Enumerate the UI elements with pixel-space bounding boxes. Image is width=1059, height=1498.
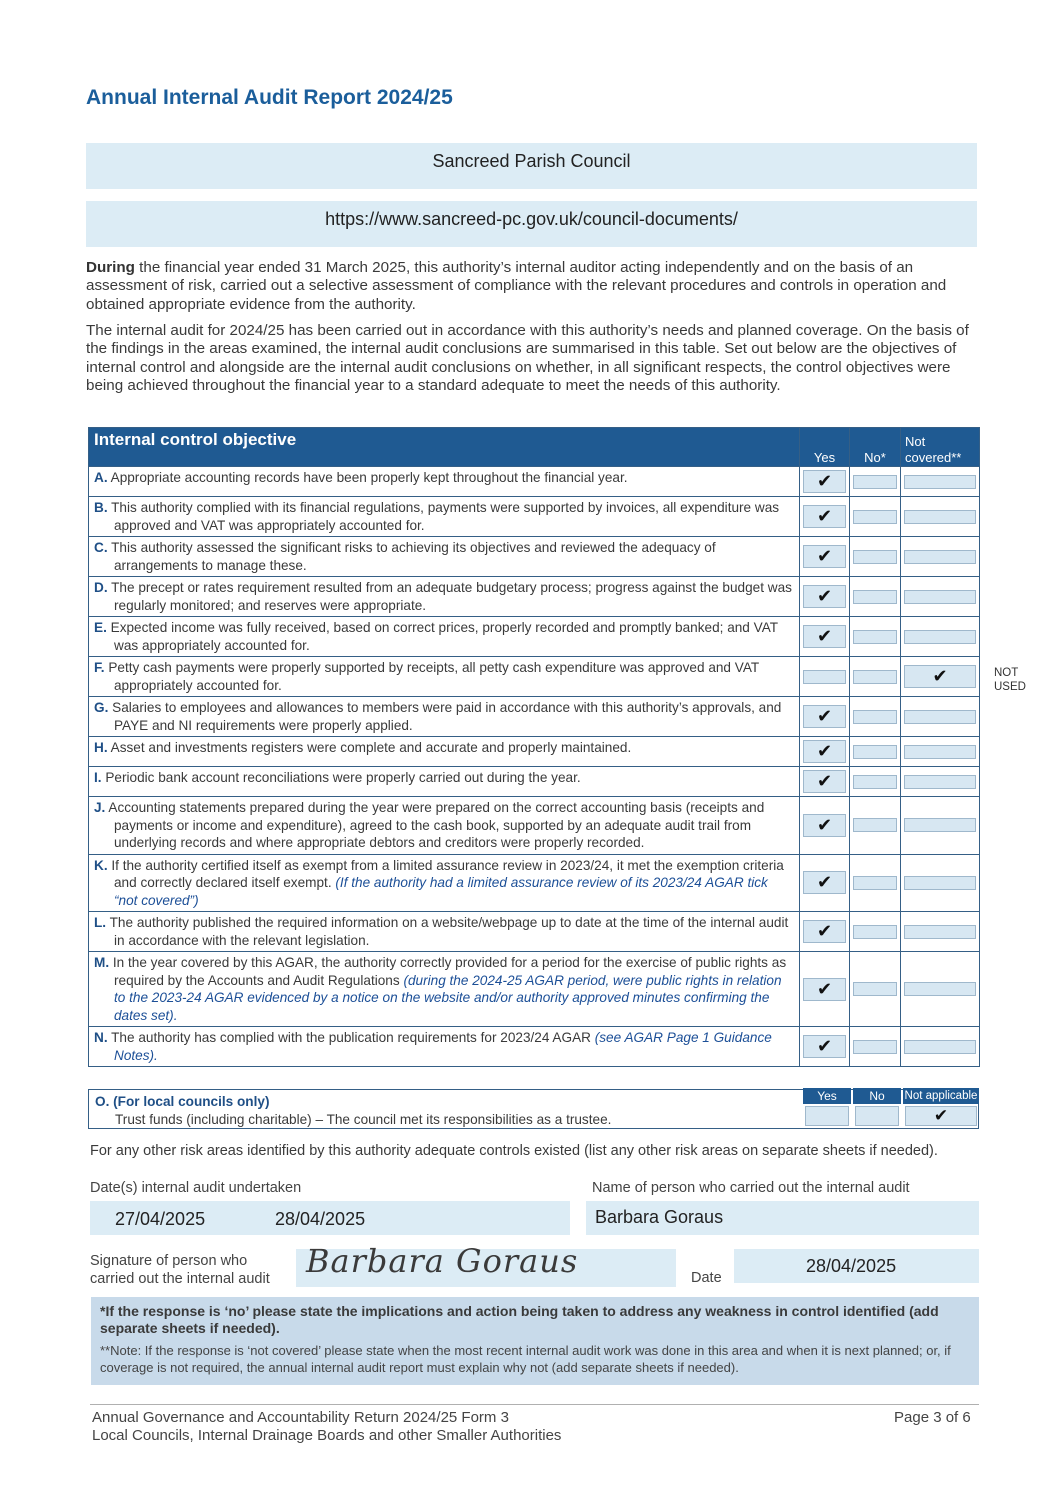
control-letter: K.	[94, 857, 108, 873]
response-box	[853, 590, 897, 604]
response-box	[904, 710, 976, 724]
control-letter: F.	[94, 660, 105, 675]
tick-icon: ✔	[816, 706, 833, 726]
control-letter: I.	[94, 770, 102, 785]
control-objective	[89, 1027, 800, 1067]
response-box	[904, 745, 976, 759]
response-box	[803, 670, 846, 684]
control-note: (see AGAR Page 1 Guidance Notes).	[114, 1030, 772, 1063]
tick-icon: ✔	[816, 471, 833, 491]
control-letter: N.	[94, 1030, 108, 1045]
not-used-note: NOT USED	[994, 667, 1026, 693]
signature: Barbara Goraus	[306, 1242, 579, 1280]
control-text: In the year covered by this AGAR, the authority correctly provided for a period for the exercise of public rights as required by the Accounts and Audit Regulations	[112, 955, 787, 988]
control-text: Appropriate accounting records have been properly kept throughout the financial year.	[110, 470, 628, 485]
response-cell-yes[interactable]	[800, 767, 850, 797]
response-box	[853, 1040, 897, 1054]
control-note: (If the authority had a limited assurance review of its 2023/24 AGAR tick “not covered”)	[114, 875, 768, 908]
response-box	[853, 745, 897, 759]
response-box	[803, 920, 846, 943]
header-objective: Internal control objective	[89, 428, 800, 467]
row-o-description: Trust funds (including charitable) – The council met its responsibilities as a trustee.	[115, 1111, 612, 1127]
tick-icon: ✔	[816, 546, 833, 566]
response-box	[904, 630, 976, 644]
response-cell-yes[interactable]	[800, 952, 850, 1027]
control-letter: J.	[94, 800, 106, 815]
response-cell-yes[interactable]	[800, 467, 850, 497]
response-box	[853, 630, 897, 644]
response-cell-no[interactable]	[850, 912, 901, 952]
response-box	[904, 818, 976, 832]
no-response-note: *If the response is ‘no’ please state the implications and action being taken to address any weakness in control identified (add separate sheets if needed).	[100, 1303, 939, 1336]
tick-icon: ✔	[816, 872, 833, 893]
tick-icon: ✔	[816, 506, 833, 526]
control-row	[89, 854, 980, 912]
control-objective-text	[94, 579, 795, 614]
response-cell-not-covered[interactable]	[901, 577, 980, 617]
response-cell-no[interactable]	[850, 657, 901, 697]
response-box	[904, 665, 976, 688]
response-cell-not-covered[interactable]	[901, 912, 980, 952]
response-box	[853, 710, 897, 724]
control-objective	[89, 737, 800, 767]
response-box	[803, 1035, 846, 1058]
control-text: This authority complied with its financial regulations, payments were supported by invoices, all expenditure was approved and VAT was appropriately accounted for.	[111, 500, 780, 533]
response-cell-yes[interactable]	[800, 737, 850, 767]
response-cell-not-covered[interactable]	[901, 697, 980, 737]
response-box	[853, 775, 897, 789]
response-cell-not-covered[interactable]	[901, 952, 980, 1027]
row-o-header-yes: Yes	[803, 1088, 851, 1104]
control-objective-text	[94, 857, 795, 910]
response-box	[803, 470, 846, 493]
response-cell-no[interactable]	[850, 617, 901, 657]
control-objective-text	[94, 539, 795, 574]
authority-name-field: Sancreed Parish Council	[86, 143, 977, 189]
response-box	[803, 505, 846, 528]
tick-icon: ✔	[933, 1106, 949, 1125]
response-box	[803, 705, 846, 728]
control-text: Salaries to employees and allowances to members were paid in accordance with this authority’s approvals, and PAYE and NI requirements were properly applied.	[112, 700, 782, 733]
response-box	[803, 978, 846, 1001]
control-row	[89, 737, 980, 767]
response-cell-not-covered[interactable]	[901, 497, 980, 537]
control-objective	[89, 467, 800, 497]
control-note: (during the 2024-25 AGAR period, were public rights in relation to the 2023-24 AGAR evidenced by a notice on the website and/or authority approved minutes confirming the dates set).	[114, 972, 782, 1023]
internal-control-table	[88, 427, 980, 1067]
control-row	[89, 467, 980, 497]
control-row	[89, 912, 980, 952]
control-objective	[89, 577, 800, 617]
response-cell-no[interactable]	[850, 737, 901, 767]
row-o-no-box[interactable]	[855, 1106, 899, 1126]
control-letter: H.	[94, 740, 108, 755]
intro-paragraph-1	[86, 259, 971, 314]
signature-date: 28/04/2025	[806, 1256, 897, 1276]
response-box	[853, 550, 897, 564]
response-cell-no[interactable]	[850, 854, 901, 912]
page-number: Page 3 of 6	[894, 1409, 971, 1426]
control-row	[89, 797, 980, 855]
control-row	[89, 537, 980, 577]
response-box	[904, 475, 976, 489]
response-cell-not-covered[interactable]	[901, 797, 980, 855]
response-box	[853, 876, 897, 890]
intro-bold: During	[86, 259, 135, 276]
control-objective	[89, 697, 800, 737]
control-objective	[89, 657, 800, 697]
row-o-label: O. (For local councils only)	[95, 1094, 270, 1109]
response-cell-yes[interactable]	[800, 854, 850, 912]
response-cell-yes[interactable]	[800, 797, 850, 855]
control-row	[89, 697, 980, 737]
response-cell-no[interactable]	[850, 467, 901, 497]
tick-icon: ✔	[816, 771, 833, 791]
response-cell-no[interactable]	[850, 537, 901, 577]
response-box	[904, 1040, 976, 1054]
control-objective	[89, 797, 800, 855]
response-cell-not-covered[interactable]	[901, 467, 980, 497]
response-box	[904, 876, 976, 890]
row-o-header-no: No	[853, 1088, 901, 1104]
response-cell-yes[interactable]	[800, 497, 850, 537]
response-box	[853, 818, 897, 832]
dates-label: Date(s) internal audit undertaken	[90, 1180, 302, 1196]
response-cell-not-covered[interactable]	[901, 617, 980, 657]
control-objective	[89, 767, 800, 797]
response-box	[904, 550, 976, 564]
response-cell-no[interactable]	[850, 697, 901, 737]
control-objective-text	[94, 469, 795, 487]
control-row	[89, 577, 980, 617]
response-box	[904, 775, 976, 789]
tick-icon: ✔	[816, 921, 833, 941]
response-cell-yes[interactable]	[800, 1027, 850, 1067]
control-text: Periodic bank account reconciliations were properly carried out during the year.	[105, 770, 581, 785]
response-cell-yes[interactable]	[800, 617, 850, 657]
response-cell-no[interactable]	[850, 767, 901, 797]
control-objective-text	[94, 739, 795, 757]
other-risk-text: For any other risk areas identified by this authority adequate controls existed (list any other risk areas on separate sheets if needed).	[90, 1143, 938, 1159]
audit-date-2: 28/04/2025	[275, 1209, 366, 1229]
tick-icon: ✔	[816, 586, 833, 606]
response-notes	[91, 1297, 979, 1385]
control-letter: L.	[94, 915, 107, 930]
response-cell-not-covered[interactable]	[901, 854, 980, 912]
control-text: The authority published the required information on a website/webpage up to date at the time of the internal audit in accordance with the relevant legislation.	[109, 915, 789, 948]
response-box	[853, 982, 897, 996]
control-objective	[89, 497, 800, 537]
not-covered-note: **Note: If the response is ‘not covered’ please state when the most recent internal audit work was done in this area and when it is next planned; or, if coverage is not required, the annual internal audit report must explain why not (add separate sheets if needed).	[100, 1343, 951, 1375]
control-row	[89, 617, 980, 657]
intro-text-1: the financial year ended 31 March 2025, this authority’s internal auditor acting independently and on the basis of an assessment of risk, carried out a selective assessment of compliance with the relevant procedures and controls in operation and obtained appropriate evidence from the authority.	[86, 259, 947, 313]
response-box	[853, 670, 897, 684]
footer-line-2: Local Councils, Internal Drainage Boards and other Smaller Authorities	[92, 1427, 562, 1444]
audit-date-1: 27/04/2025	[115, 1209, 206, 1229]
response-cell-not-covered[interactable]	[901, 737, 980, 767]
response-box	[803, 625, 846, 648]
website-field: https://www.sancreed-pc.gov.uk/council-documents/	[86, 201, 977, 247]
intro-paragraph-2: The internal audit for 2024/25 has been carried out in accordance with this authority’s needs and planned coverage. On the basis of the findings in the areas examined, the internal audit conclusions are summarised in this table. Set out below are the objectives of internal control and alongside are the internal audit conclusions on whether, in all significant respects, the control objectives were being achieved throughout the financial year to a standard adequate to meet the needs of this authority.	[86, 322, 969, 395]
control-text: The precept or rates requirement resulted from an adequate budgetary process; progress against the budget was regularly monitored; and reserves were appropriate.	[111, 580, 792, 613]
tick-icon: ✔	[816, 626, 833, 646]
control-text: Petty cash payments were properly supported by receipts, all petty cash expenditure was approved and VAT appropriately accounted for.	[108, 660, 759, 693]
response-box	[853, 925, 897, 939]
control-objective	[89, 854, 800, 912]
control-row	[89, 767, 980, 797]
control-objective-text	[94, 914, 795, 949]
control-row	[89, 657, 980, 697]
tick-icon: ✔	[932, 666, 948, 686]
response-cell-yes[interactable]	[800, 537, 850, 577]
footer-divider	[90, 1404, 979, 1405]
control-objective	[89, 617, 800, 657]
response-box	[803, 585, 846, 608]
control-letter: B.	[94, 500, 108, 515]
tick-icon: ✔	[816, 814, 833, 835]
tick-icon: ✔	[816, 741, 833, 761]
control-objective-text	[94, 769, 795, 787]
response-cell-not-covered[interactable]	[901, 657, 980, 697]
control-row	[89, 952, 980, 1027]
response-box	[803, 814, 846, 837]
control-objective	[89, 537, 800, 577]
row-o-header-na: Not applicable	[904, 1090, 978, 1102]
response-cell-yes[interactable]	[800, 912, 850, 952]
response-box	[853, 510, 897, 524]
response-cell-no[interactable]	[850, 577, 901, 617]
tick-icon: ✔	[816, 1036, 833, 1056]
response-cell-no[interactable]	[850, 797, 901, 855]
response-box	[803, 545, 846, 568]
header-not-covered: Not covered**	[901, 428, 980, 467]
name-label: Name of person who carried out the internal audit	[592, 1180, 910, 1196]
auditor-name: Barbara Goraus	[595, 1207, 724, 1227]
control-objective-text	[94, 1029, 795, 1064]
control-row	[89, 497, 980, 537]
control-objective-text	[94, 619, 795, 654]
date-label: Date	[691, 1270, 722, 1286]
control-objective-text	[94, 954, 795, 1024]
row-o-text	[95, 1093, 611, 1128]
control-letter: C.	[94, 540, 108, 555]
response-cell-no[interactable]	[850, 952, 901, 1027]
footer-line-1: Annual Governance and Accountability Return 2024/25 Form 3	[92, 1409, 509, 1426]
header-no: No*	[850, 428, 901, 467]
signature-label: Signature of person who carried out the internal audit	[90, 1253, 270, 1287]
control-letter: M.	[94, 955, 110, 970]
control-row	[89, 1027, 980, 1067]
control-objective	[89, 912, 800, 952]
control-letter: G.	[94, 700, 109, 715]
response-box	[904, 982, 976, 996]
response-box	[853, 475, 897, 489]
row-o-yes-box[interactable]	[805, 1106, 849, 1126]
response-cell-not-covered[interactable]	[901, 1027, 980, 1067]
header-yes: Yes	[800, 428, 850, 467]
row-o-na-box[interactable]	[905, 1106, 977, 1126]
control-text: If the authority certified itself as exempt from a limited assurance review in 2023/24, it met the exemption criteria and correctly declared itself exempt.	[111, 857, 784, 890]
response-box	[803, 770, 846, 793]
control-letter: E.	[94, 620, 107, 635]
control-text: This authority assessed the significant risks to achieving its objectives and reviewed the adequacy of arrangements to manage these.	[111, 540, 716, 573]
control-text: Expected income was fully received, based on correct prices, properly recorded and promptly banked; and VAT was appropriately accounted for.	[110, 620, 778, 653]
control-text: Accounting statements prepared during the year were prepared on the correct accounting basis (receipts and payments or income and expenditure), agreed to the cash book, supported by an adequate audit trail from underlying records and where appropriate debtors and creditors were properly recorded.	[108, 800, 765, 850]
response-cell-not-covered[interactable]	[901, 767, 980, 797]
response-box	[904, 590, 976, 604]
response-cell-yes[interactable]	[800, 697, 850, 737]
control-letter: D.	[94, 580, 108, 595]
control-objective-text	[94, 699, 795, 734]
response-cell-not-covered[interactable]	[901, 537, 980, 577]
control-objective-text	[94, 799, 795, 852]
response-box	[803, 871, 846, 894]
control-letter: A.	[94, 470, 108, 485]
response-cell-no[interactable]	[850, 1027, 901, 1067]
tick-icon: ✔	[816, 978, 833, 999]
response-box	[803, 740, 846, 763]
control-text: The authority has complied with the publication requirements for 2023/24 AGAR	[111, 1030, 595, 1045]
page-title: Annual Internal Audit Report 2024/25	[86, 86, 453, 109]
response-cell-no[interactable]	[850, 497, 901, 537]
control-objective-text	[94, 659, 795, 694]
control-objective-text	[94, 499, 795, 534]
response-box	[904, 925, 976, 939]
control-text: Asset and investments registers were complete and accurate and properly maintained.	[110, 740, 632, 755]
response-cell-yes[interactable]	[800, 657, 850, 697]
control-objective	[89, 952, 800, 1027]
response-box	[904, 510, 976, 524]
response-cell-yes[interactable]	[800, 577, 850, 617]
